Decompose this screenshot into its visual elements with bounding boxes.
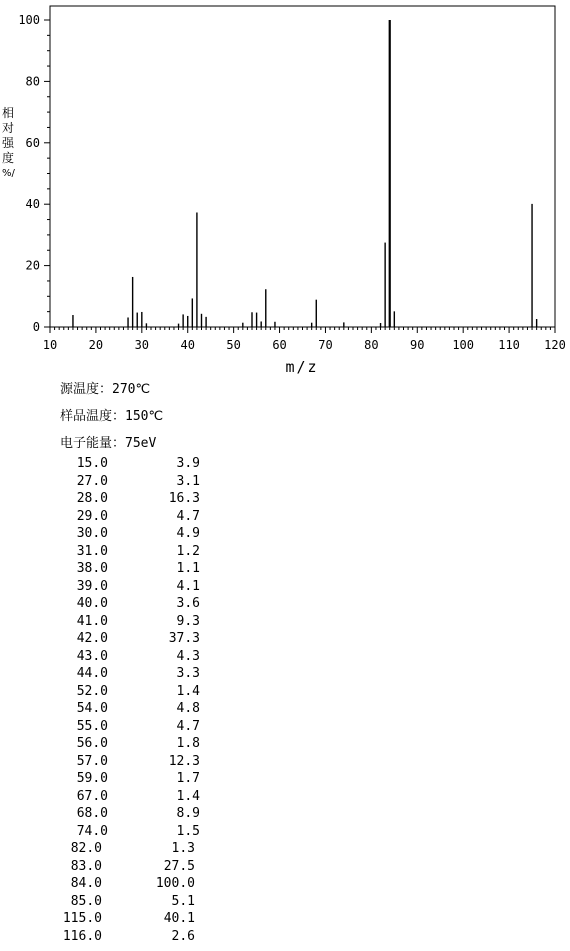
spectrum-bar: [146, 323, 147, 327]
source-temperature-label: 源温度：: [60, 382, 113, 397]
spectrum-bar: [137, 313, 138, 327]
peak-mz: 31.0: [76, 543, 108, 559]
peak-intensity: 2.6: [171, 928, 195, 944]
y-tick-label: 80: [25, 74, 40, 89]
spectrum-bar: [343, 322, 344, 327]
spectrum-bar: [132, 277, 133, 327]
spectrum-bar: [389, 20, 391, 327]
peak-intensity: 9.3: [176, 613, 200, 629]
spectrum-bar: [380, 323, 381, 327]
peak-mz: 40.0: [76, 596, 108, 611]
peak-intensity: 37.3: [168, 631, 200, 646]
x-tick-label: 50: [226, 338, 241, 352]
electron-energy-value: 75eV: [125, 436, 157, 451]
spectrum-bar: [316, 300, 317, 327]
y-axis-label-unit: %/: [2, 168, 15, 179]
spectrum-bar: [260, 321, 261, 327]
peak-mz: 57.0: [76, 753, 108, 769]
peak-row: [0, 771, 240, 788]
spectrum-bars: [72, 20, 537, 327]
peak-row: [0, 684, 240, 701]
x-tick-label: 60: [272, 338, 287, 352]
y-tick-label: 100: [18, 13, 40, 27]
peak-row: [0, 824, 240, 841]
peak-mz: 67.0: [76, 788, 108, 804]
x-tick-label: 100: [452, 338, 475, 352]
y-axis-label-char: 强: [2, 136, 15, 150]
peak-intensity: 3.1: [176, 473, 200, 489]
peak-row: [0, 631, 240, 648]
spectrum-bar: [265, 289, 266, 327]
source-temperature: [60, 378, 150, 397]
x-tick-label: 10: [42, 338, 58, 352]
peak-mz: 15.0: [76, 456, 108, 471]
peak-mz: 29.0: [76, 508, 108, 524]
peak-intensity: 1.5: [176, 823, 200, 839]
peak-mz: 85.0: [70, 893, 102, 909]
peak-row: [0, 754, 240, 771]
peak-intensity: 1.8: [176, 736, 200, 751]
peak-row: [0, 596, 240, 613]
mass-spectrum-chart: [0, 0, 570, 380]
peak-row: [0, 929, 240, 946]
peak-row: [0, 579, 240, 596]
y-axis-label-char: 相: [2, 106, 15, 120]
peak-mz: 82.0: [70, 841, 102, 856]
plot-frame: [50, 6, 555, 327]
peak-mz: 42.0: [76, 631, 108, 646]
peak-intensity: 4.1: [176, 578, 200, 594]
peak-row: [0, 509, 240, 526]
y-axis-label-char: 对: [2, 121, 15, 135]
peak-intensity: 1.3: [171, 841, 195, 856]
peak-mz: 84.0: [70, 876, 102, 891]
electron-energy-label: 电子能量：: [60, 436, 126, 451]
x-tick-label: 110: [498, 338, 520, 352]
spectrum-bar: [127, 317, 128, 327]
peak-intensity: 4.9: [176, 526, 200, 541]
spectrum-bar: [256, 313, 257, 327]
peak-intensity: 1.2: [176, 543, 200, 559]
peak-row: [0, 666, 240, 683]
y-tick-label: 60: [25, 135, 40, 150]
peak-row: [0, 456, 240, 473]
peak-mz: 56.0: [76, 736, 108, 751]
peak-row: [0, 614, 240, 631]
peak-intensity: 4.8: [176, 701, 200, 716]
y-tick-label: 20: [25, 258, 40, 273]
peak-mz: 59.0: [76, 771, 108, 786]
peak-mz: 30.0: [76, 526, 108, 541]
electron-energy: [60, 432, 156, 451]
spectrum-bar: [201, 314, 202, 327]
spectrum-bar: [72, 315, 73, 327]
y-tick-label: 0: [32, 320, 40, 334]
peak-intensity: 3.3: [176, 666, 200, 681]
peak-intensity: 16.3: [168, 491, 200, 506]
peak-mz: 41.0: [76, 613, 108, 629]
peak-mz: 38.0: [76, 561, 108, 576]
peak-intensity: 1.7: [176, 771, 200, 786]
spectrum-bar: [242, 323, 243, 327]
peak-mz: 68.0: [76, 806, 108, 821]
spectrum-bar: [182, 314, 183, 327]
source-temperature-value: 270℃: [112, 382, 151, 397]
peak-row: [0, 894, 240, 911]
sample-temperature-value: 150℃: [125, 409, 164, 424]
spectrum-bar: [251, 312, 252, 327]
peak-row: [0, 474, 240, 491]
peak-row: [0, 876, 240, 893]
spectrum-bar: [178, 324, 179, 327]
peak-intensity: 5.1: [171, 893, 195, 909]
x-tick-label: 120: [544, 338, 566, 352]
peak-intensity: 40.1: [163, 911, 195, 926]
peak-intensity: 100.0: [155, 876, 195, 891]
peak-intensity: 3.9: [176, 456, 200, 471]
peak-mz: 115.0: [62, 911, 102, 926]
peak-intensity: 1.4: [176, 683, 200, 699]
peak-row: [0, 859, 240, 876]
peak-intensity: 4.7: [176, 508, 200, 524]
peak-intensity: 8.9: [176, 806, 200, 821]
x-tick-label: 40: [180, 338, 195, 352]
peak-mz: 52.0: [76, 683, 108, 699]
spectrum-bar: [536, 319, 537, 327]
peak-row: [0, 806, 240, 823]
peak-mz: 116.0: [62, 928, 102, 944]
peak-row: [0, 911, 240, 928]
peak-mz: 74.0: [76, 823, 108, 839]
spectrum-bar: [394, 311, 395, 327]
y-tick-label: 40: [25, 197, 40, 212]
spectrum-bar: [205, 317, 206, 327]
x-tick-label: 30: [134, 338, 150, 352]
peak-mz: 54.0: [76, 701, 108, 716]
peak-intensity: 3.6: [176, 596, 200, 611]
peak-mz: 28.0: [76, 491, 108, 506]
spectrum-bar: [274, 322, 275, 327]
sample-temperature: [60, 405, 163, 424]
peak-intensity: 4.3: [176, 648, 200, 664]
peak-row: [0, 701, 240, 718]
spectrum-bar: [311, 323, 312, 327]
peak-mz: 83.0: [70, 858, 102, 874]
peak-row: [0, 719, 240, 736]
peak-mz: 43.0: [76, 648, 108, 664]
x-axis-label: m/z: [285, 358, 319, 376]
peak-row: [0, 491, 240, 508]
peak-row: [0, 649, 240, 666]
peak-mz: 44.0: [76, 666, 108, 681]
x-axis-ticks: [43, 327, 566, 352]
peak-row: [0, 544, 240, 561]
spectrum-bar: [192, 298, 193, 327]
x-tick-label: 20: [88, 338, 104, 352]
peak-intensity: 27.5: [163, 858, 195, 874]
spectrum-bar: [141, 312, 142, 327]
peak-intensity: 1.4: [176, 788, 200, 804]
peak-mz: 27.0: [76, 473, 108, 489]
peak-intensity: 12.3: [168, 753, 200, 769]
peak-intensity: 1.1: [176, 561, 200, 576]
peak-row: [0, 789, 240, 806]
x-tick-label: 90: [410, 338, 425, 352]
spectrum-bar: [187, 316, 188, 327]
spectrum-bar: [384, 243, 385, 327]
sample-temperature-label: 样品温度：: [60, 409, 126, 424]
peak-row: [0, 736, 240, 753]
peak-row: [0, 841, 240, 858]
y-axis-label-char: 度: [2, 151, 15, 165]
spectrum-bar: [531, 204, 532, 327]
spectrum-bar: [196, 212, 197, 327]
x-tick-label: 70: [318, 338, 333, 352]
peak-mz: 55.0: [76, 718, 108, 734]
peak-mz: 39.0: [76, 578, 108, 594]
x-tick-label: 80: [364, 338, 379, 352]
peak-intensity: 4.7: [176, 718, 200, 734]
y-axis-ticks: [18, 13, 50, 334]
peak-row: [0, 526, 240, 543]
peak-row: [0, 561, 240, 578]
